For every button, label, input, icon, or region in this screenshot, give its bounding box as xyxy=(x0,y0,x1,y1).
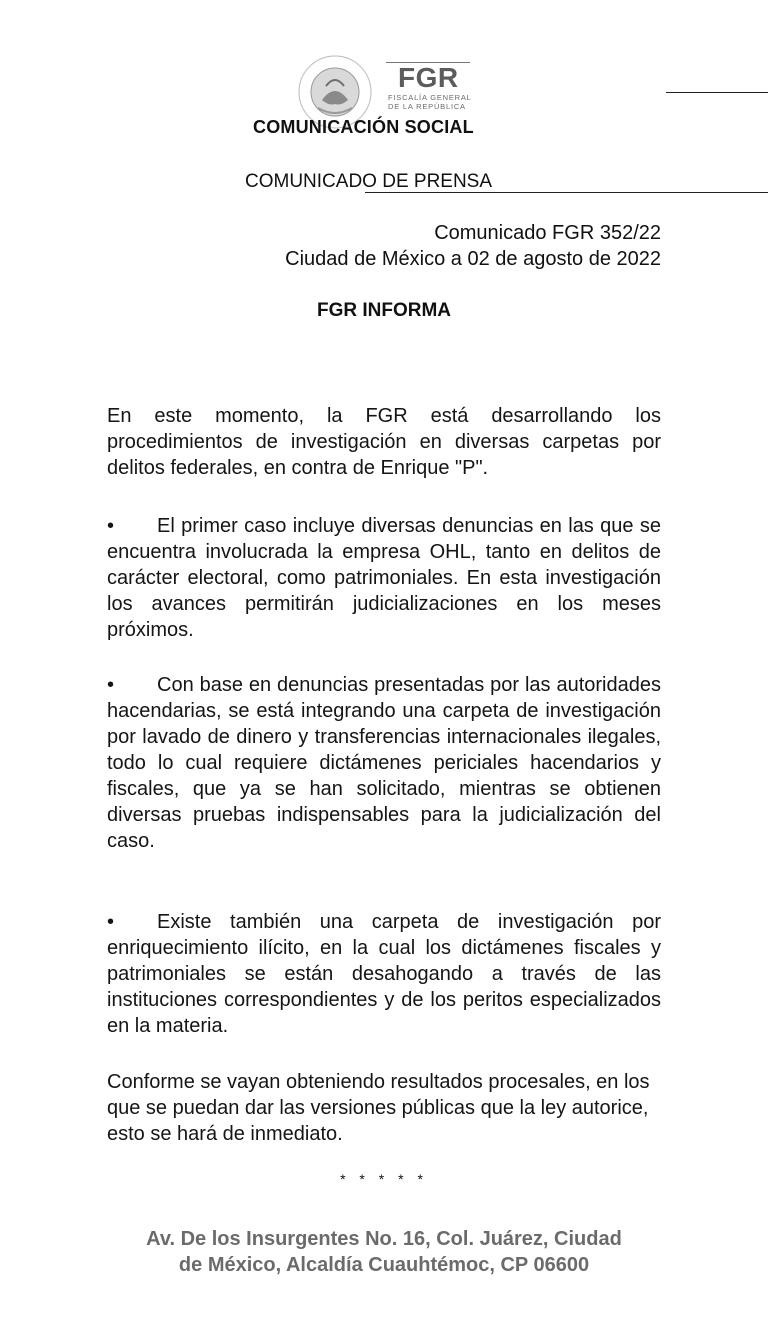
paragraph-text: Conforme se vayan obteniendo resultados procesales, en los que se puedan dar las versiones públicas que la ley autorice, esto se hará de inmediato. xyxy=(107,1071,650,1145)
document-type: COMUNICADO DE PRENSA xyxy=(245,171,493,192)
communique-number: Comunicado FGR 352/22 xyxy=(434,222,661,244)
bullet-marker: • xyxy=(107,911,115,933)
header-divider xyxy=(666,92,768,93)
fgr-logo xyxy=(386,62,496,111)
bullet-marker: • xyxy=(107,515,115,537)
paragraph-bullet-3 xyxy=(107,909,661,1039)
logo-subtitle-2: DE LA REPÚBLICA xyxy=(388,102,466,111)
footer-address xyxy=(0,1226,768,1278)
paragraph-text: El primer caso incluye diversas denuncias en las que se encuentra involucrada la empresa OHL, tanto en delitos de carácter electoral, como patrimoniales. En esta investigación los avances permitirán judicializaciones en los meses próximos. xyxy=(107,515,661,641)
address-line-2: de México, Alcaldía Cuauhtémoc, CP 06600 xyxy=(178,1254,590,1276)
paragraph-closing xyxy=(107,1069,661,1147)
section-separator: * * * * * xyxy=(340,1171,428,1187)
paragraph-text: Existe también una carpeta de investigación por enriquecimiento ilícito, en la cual los dictámenes fiscales y patrimoniales se están desahogando a través de las instituciones correspondientes y de los peritos especializados en la materia. xyxy=(107,911,661,1037)
paragraph-bullet-2 xyxy=(107,672,661,854)
paragraph-bullet-1 xyxy=(107,513,661,643)
document-title: FGR INFORMA xyxy=(316,300,452,321)
address-line-1: Av. De los Insurgentes No. 16, Col. Juárez, Ciudad xyxy=(146,1228,622,1250)
document-type-underline xyxy=(365,192,768,193)
bullet-marker: • xyxy=(107,674,115,696)
department-heading: COMUNICACIÓN SOCIAL xyxy=(253,117,474,137)
logo-subtitle-1: FISCALÍA GENERAL xyxy=(388,93,472,102)
paragraph-intro xyxy=(107,403,661,481)
logo-acronym: FGR xyxy=(398,62,459,93)
place-and-date: Ciudad de México a 02 de agosto de 2022 xyxy=(285,248,661,270)
paragraph-text: Con base en denuncias presentadas por las autoridades hacendarias, se está integrando una carpeta de investigación por lavado de dinero y transferencias internacionales ilegales, todo lo cual requiere dictámenes periciales hacendarios y fiscales, que ya se han solicitado, mientras se obtienen diversas pruebas indispensables para la judicialización del caso. xyxy=(107,674,661,852)
paragraph-text: En este momento, la FGR está desarrollando los procedimientos de investigación en diversas carpetas por delitos federales, en contra de Enrique "P". xyxy=(107,405,661,479)
